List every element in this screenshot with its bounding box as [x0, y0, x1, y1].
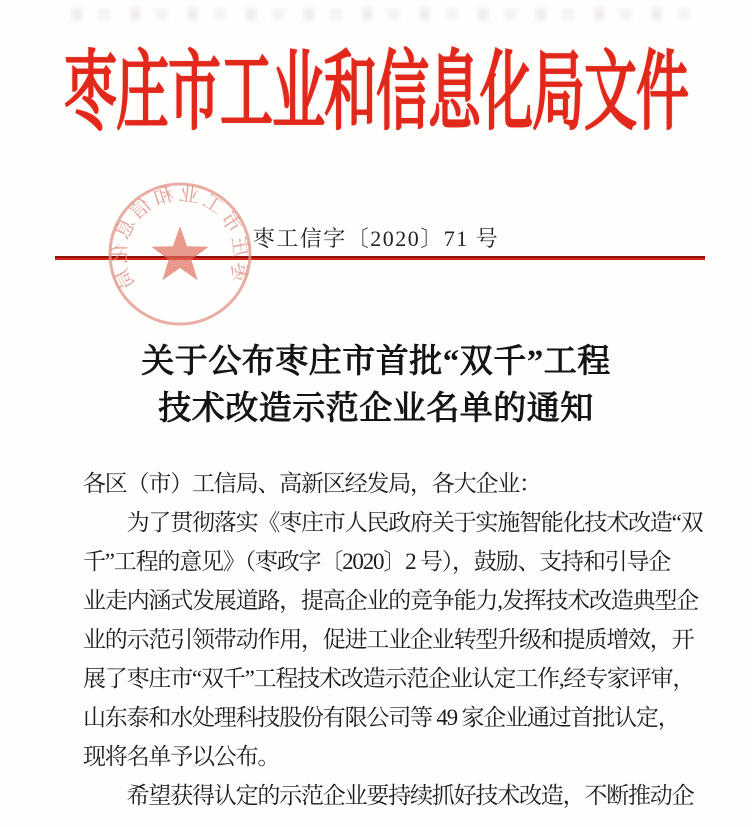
ink-bleed-marks: [72, 8, 702, 20]
body-line-salutation: 各区（市）工信局、高新区经发局，各大企业：: [83, 471, 541, 496]
document-number: 枣工信字〔2020〕71 号: [252, 226, 500, 251]
body-line: 为了贯彻落实《枣庄市人民政府关于实施智能化技术改造“双: [83, 510, 703, 535]
body-line: 业走内涵式发展道路，提高企业的竞争能力,发挥技术改造典型企: [83, 588, 698, 613]
document-title-line1: 关于公布枣庄市首批“双千”工程: [141, 344, 611, 380]
document-title-line2: 技术改造示范企业名单的通知: [158, 391, 594, 427]
document-body: [83, 464, 713, 815]
body-line: 现将名单予以公布。: [83, 744, 280, 769]
document-title: [0, 339, 752, 433]
red-masthead: [0, 23, 752, 142]
body-line: 山东泰和水处理科技股份有限公司等 49 家企业通过首批认定，: [83, 705, 680, 730]
body-line: 展了枣庄市“双千”工程技术改造示范企业认定工作,经专家评审，: [83, 666, 695, 691]
body-line: 希望获得认定的示范企业要持续抓好技术改造，不断推动企: [83, 783, 694, 808]
official-seal-bleedthrough: [104, 178, 256, 330]
seal-star-icon: [152, 226, 209, 280]
masthead-title: 枣庄市工业和信息化局文件: [64, 45, 688, 142]
seal-arc-textpath: 枣庄市工业和信息化局: [108, 182, 252, 295]
body-line: 业的示范引领带动作用，促进工业企业转型升级和提质增效，开: [83, 627, 694, 652]
seal-mirror-group: [108, 182, 253, 324]
body-line: 千”工程的意见》（枣政字〔2020〕2 号），鼓励、支持和引导企: [83, 549, 671, 574]
